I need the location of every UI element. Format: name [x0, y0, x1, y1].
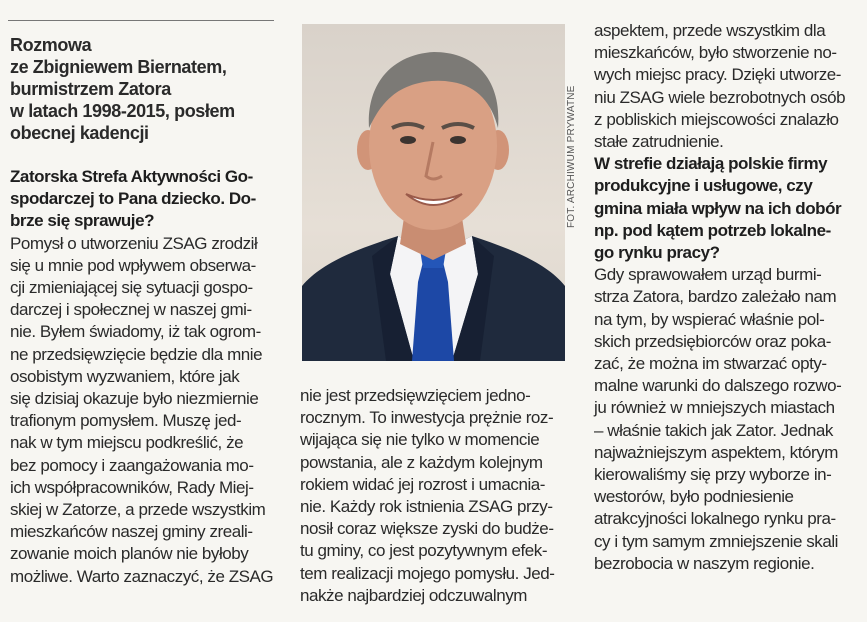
column-1	[10, 34, 280, 588]
answer-line: bez pomocy i zaangażowania mo-	[10, 455, 254, 475]
answer-line: osobistym wyzwaniem, które jak	[10, 366, 240, 386]
intro-line: ze Zbigniewem Biernatem,	[10, 57, 227, 77]
answer-line: cy i tym samym zmniejszenie skali	[594, 531, 838, 551]
portrait-photo	[302, 24, 565, 361]
answer-line: niu ZSAG wiele bezrobotnych osób	[594, 87, 846, 107]
answer-1-continued	[300, 385, 582, 607]
answer-line: na tym, by wspierać właśnie pol-	[594, 309, 825, 329]
answer-line: skich przedsiębiorców oraz poka-	[594, 331, 831, 351]
intro-line: obecnej kadencji	[10, 123, 149, 143]
answer-line: wych miejsc pracy. Dzięki utworze-	[594, 65, 841, 85]
answer-line: powstania, ale z każdym kolejnym	[300, 452, 543, 472]
answer-line: nie jest przedsięwzięciem jedno-	[300, 386, 531, 405]
answer-line: możliwe. Warto zaznaczyć, że ZSAG	[10, 566, 274, 586]
answer-line: wijająca się nie tylko w momencie	[300, 430, 540, 450]
answer-line: trafionym pomysłem. Muszę jed-	[10, 411, 242, 431]
answer-1	[10, 233, 280, 588]
answer-line: mieszkańców, było stworzenie no-	[594, 43, 837, 63]
answer-line: rocznym. To inwestycja prężnie roz-	[300, 408, 554, 428]
answer-line: cji zmieniającej się sytuacji gospo-	[10, 278, 253, 298]
answer-line: Pomysł o utworzeniu ZSAG zrodził	[10, 233, 258, 253]
question-line: Zatorska Strefa Aktywności Go-	[10, 167, 253, 186]
column-3	[594, 20, 859, 575]
answer-line: nosił coraz większe zyski do budże-	[300, 519, 554, 539]
answer-line: nie. Byłem świadomy, iż tak ogrom-	[10, 322, 261, 342]
question-1	[10, 166, 280, 233]
answer-line: bezrobocia w naszym regionie.	[594, 553, 815, 573]
eye-right	[450, 136, 466, 144]
intro-line: burmistrzem Zatora	[10, 79, 171, 99]
answer-line: rokiem widać jej rozrost i umacnia-	[300, 474, 545, 494]
top-rule	[8, 20, 274, 21]
answer-line: westorów, było podniesienie	[594, 487, 794, 507]
answer-line: – właśnie takich jak Zator. Jednak	[594, 420, 833, 440]
eye-left	[400, 136, 416, 144]
answer-1-end	[594, 20, 859, 153]
question-line: produkcyjne i usługowe, czy	[594, 176, 813, 196]
answer-line: kierowaliśmy się przy wyborze in-	[594, 465, 832, 485]
answer-line: skiej w Zatorze, a przede wszystkim	[10, 500, 266, 520]
photo-credit: FOT. ARCHIWUM PRYWATNE	[566, 85, 577, 228]
answer-line: aspektem, przede wszystkim dla	[594, 21, 826, 40]
answer-line: zać, że można im stwarzać opty-	[594, 354, 827, 374]
answer-line: tem realizacji mojego pomysłu. Jed-	[300, 563, 555, 583]
answer-line: darczej i społecznej w naszej gmi-	[10, 300, 252, 320]
question-line: go rynku pracy?	[594, 243, 720, 263]
question-2	[594, 153, 859, 264]
portrait-illustration	[302, 24, 565, 361]
intro-heading	[10, 34, 280, 144]
answer-line: ju również w mniejszych miastach	[594, 398, 835, 418]
answer-line: malne warunki do dalszego rozwo-	[594, 376, 842, 396]
answer-line: atrakcyjności lokalnego rynku pra-	[594, 509, 836, 529]
answer-line: z pobliskich miejscowości znalazło	[594, 109, 839, 129]
answer-line: stałe zatrudnienie.	[594, 132, 724, 152]
answer-line: nak w tym miejscu podkreślić, że	[10, 433, 244, 453]
answer-line: najważniejszym aspektem, którym	[594, 442, 838, 462]
answer-2	[594, 264, 859, 575]
question-line: np. pod kątem potrzeb lokalne-	[594, 220, 831, 240]
question-line: gmina miała wpływ na ich dobór	[594, 198, 842, 218]
column-2	[300, 385, 582, 607]
answer-line: nakże najbardziej odczuwalnym	[300, 585, 527, 605]
question-line: spodarczej to Pana dziecko. Do-	[10, 189, 256, 209]
answer-line: się u mnie pod wpływem obserwa-	[10, 255, 256, 275]
intro-line: Rozmowa	[10, 35, 92, 55]
question-line: brze się sprawuje?	[10, 211, 155, 231]
answer-line: strza Zatora, bardzo zależało nam	[594, 287, 837, 307]
intro-line: w latach 1998-2015, posłem	[10, 101, 235, 121]
answer-line: ne przedsięwzięcie będzie dla mnie	[10, 344, 263, 364]
answer-line: nie. Każdy rok istnienia ZSAG przy-	[300, 497, 553, 517]
question-line: W strefie działają polskie firmy	[594, 154, 828, 174]
answer-line: mieszkańców naszej gminy zreali-	[10, 522, 253, 542]
answer-line: się dzisiaj okazuje było niezmiernie	[10, 389, 259, 409]
answer-line: ich współpracowników, Rady Miej-	[10, 477, 254, 497]
answer-line: tu gminy, co jest pozytywnym efek-	[300, 541, 548, 561]
answer-line: zowanie moich planów nie byłoby	[10, 544, 249, 564]
answer-line: Gdy sprawowałem urząd burmi-	[594, 265, 822, 285]
